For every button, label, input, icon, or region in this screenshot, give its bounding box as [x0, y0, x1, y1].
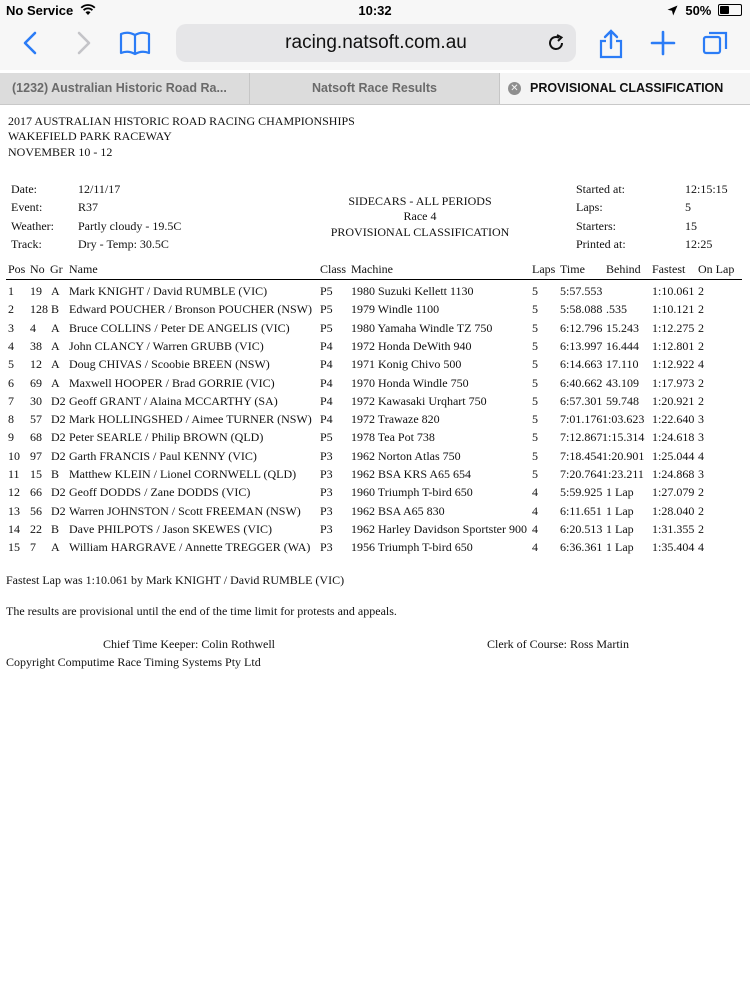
- cell-no: 56: [30, 503, 42, 518]
- cell-gr: A: [51, 540, 60, 555]
- cell-onlap: 3: [698, 430, 704, 445]
- cell-behind: 15.243: [606, 320, 639, 335]
- cell-gr: A: [51, 320, 60, 335]
- chief-time-keeper: Chief Time Keeper: Colin Rothwell: [103, 637, 275, 651]
- cell-no: 15: [30, 467, 42, 481]
- header-laps: Laps: [532, 262, 556, 276]
- cell-name: John CLANCY / Warren GRUBB (VIC): [69, 338, 264, 353]
- clock: 10:32: [358, 3, 392, 18]
- cell-no: 22: [30, 521, 42, 536]
- cell-machine: 1972 Trawaze 820: [351, 412, 440, 427]
- cell-fastest: 1:10.061: [652, 284, 695, 298]
- cell-name: Mark HOLLINGSHED / Aimee TURNER (NSW): [69, 412, 312, 427]
- cell-gr: B: [51, 302, 60, 317]
- tab-provisional-classification[interactable]: [500, 73, 750, 104]
- cell-behind: 1:15.314: [602, 430, 645, 445]
- cell-time: 7:12.867: [560, 430, 603, 445]
- cell-machine: 1962 BSA A65 830: [351, 503, 445, 518]
- url-text: racing.natsoft.com.au: [285, 32, 467, 53]
- cell-laps: 5: [532, 357, 538, 372]
- header-onlap: On Lap: [698, 262, 735, 276]
- cell-time: 6:13.997: [560, 338, 603, 353]
- cell-onlap: 2: [698, 320, 704, 335]
- cell-no: 128: [30, 302, 48, 317]
- cell-fastest: 1:10.121: [652, 302, 695, 317]
- cell-pos: 10: [8, 448, 20, 463]
- cell-gr: B: [51, 521, 60, 536]
- tab-label: PROVISIONAL CLASSIFICATION: [530, 81, 724, 95]
- cell-time: 6:14.663: [560, 357, 603, 372]
- cell-time: 7:20.764: [560, 467, 603, 481]
- cell-onlap: 4: [698, 448, 704, 463]
- cell-onlap: 2: [698, 521, 704, 536]
- cell-name: Mark KNIGHT / David RUMBLE (VIC): [69, 284, 268, 298]
- cell-gr: A: [51, 357, 60, 372]
- cell-machine: 1972 Honda DeWith 940: [351, 338, 472, 353]
- cell-no: 38: [30, 338, 42, 353]
- cell-laps: 5: [532, 284, 538, 298]
- cell-gr: D2: [51, 448, 66, 463]
- cell-pos: 15: [8, 540, 20, 555]
- cell-no: 66: [30, 485, 42, 500]
- info-value: 12:15:15: [685, 182, 728, 196]
- cell-class: P3: [320, 467, 333, 481]
- cell-fastest: 1:12.922: [652, 357, 695, 372]
- tab-natsoft-results[interactable]: [250, 73, 500, 104]
- cell-fastest: 1:24.868: [652, 467, 695, 481]
- header-no: No: [30, 262, 45, 276]
- cell-machine: 1978 Tea Pot 738: [351, 430, 435, 445]
- cell-laps: 5: [532, 338, 538, 353]
- cell-behind: 59.748: [606, 393, 639, 408]
- cell-machine: 1980 Yamaha Windle TZ 750: [351, 320, 493, 335]
- status-right: [667, 3, 742, 18]
- cell-name: Geoff DODDS / Zane DODDS (VIC): [69, 485, 251, 500]
- copyright: Copyright Computime Race Timing Systems Pty Ltd: [6, 655, 261, 669]
- cell-pos: 11: [8, 467, 20, 481]
- cell-laps: 5: [532, 375, 538, 390]
- fastest-lap-note: Fastest Lap was 1:10.061 by Mark KNIGHT / David RUMBLE (VIC): [6, 573, 345, 587]
- cell-pos: 5: [8, 357, 14, 372]
- cell-pos: 1: [8, 284, 14, 298]
- cell-class: P4: [320, 393, 333, 408]
- location-arrow-icon: [667, 5, 678, 16]
- cell-gr: D2: [51, 412, 66, 427]
- cell-laps: 4: [532, 521, 538, 536]
- cell-fastest: 1:12.801: [652, 338, 695, 353]
- cell-onlap: 4: [698, 540, 704, 555]
- info-label: Started at:: [576, 182, 625, 196]
- cell-onlap: 2: [698, 393, 704, 408]
- reload-icon[interactable]: [546, 33, 566, 53]
- cell-no: 12: [30, 357, 42, 372]
- cell-laps: 5: [532, 302, 538, 317]
- cell-class: P3: [320, 540, 333, 555]
- cell-time: 6:20.513: [560, 521, 603, 536]
- header-machine: Machine: [351, 262, 393, 276]
- cell-onlap: 3: [698, 467, 704, 481]
- cell-pos: 12: [8, 485, 20, 500]
- cell-gr: D2: [51, 393, 66, 408]
- results-page: [0, 105, 750, 1000]
- info-label: Starters:: [576, 219, 616, 233]
- cell-fastest: 1:31.355: [652, 521, 695, 536]
- cell-behind: 16.444: [606, 338, 639, 353]
- cell-class: P3: [320, 521, 333, 536]
- cell-class: P5: [320, 320, 333, 335]
- share-icon[interactable]: [596, 28, 630, 58]
- cell-time: 7:18.454: [560, 448, 603, 463]
- cell-name: Dave PHILPOTS / Jason SKEWES (VIC): [69, 521, 272, 536]
- cell-name: Geoff GRANT / Alaina MCCARTHY (SA): [69, 393, 278, 408]
- cell-time: 5:58.088: [560, 302, 603, 317]
- tabs-icon[interactable]: [700, 28, 734, 58]
- cell-name: Edward POUCHER / Bronson POUCHER (NSW): [69, 302, 312, 317]
- cell-behind: 1 Lap: [606, 485, 634, 500]
- cell-class: P3: [320, 448, 333, 463]
- forward-icon[interactable]: [68, 28, 102, 58]
- cell-no: 19: [30, 284, 42, 298]
- cell-laps: 5: [532, 430, 538, 445]
- cell-behind: 1 Lap: [606, 503, 634, 518]
- cell-machine: 1962 Harley Davidson Sportster 900: [351, 521, 527, 536]
- battery-percent: 50%: [685, 3, 712, 18]
- cell-laps: 5: [532, 412, 538, 427]
- cell-pos: 3: [8, 320, 14, 335]
- cell-laps: 4: [532, 485, 538, 500]
- cell-onlap: 2: [698, 284, 704, 298]
- cell-time: 6:40.662: [560, 375, 603, 390]
- cell-machine: 1979 Windle 1100: [351, 302, 440, 317]
- browser-toolbar: [0, 20, 750, 70]
- event-venue-line: WAKEFIELD PARK RACEWAY: [8, 129, 172, 144]
- event-title: [8, 114, 355, 160]
- cell-class: P3: [320, 485, 333, 500]
- cell-no: 68: [30, 430, 42, 445]
- event-title-line: 2017 AUSTRALIAN HISTORIC ROAD RACING CHAMPIONSHIPS: [8, 114, 355, 128]
- info-value: Dry - Temp: 30.5C: [78, 237, 169, 251]
- cell-fastest: 1:35.404: [652, 540, 695, 555]
- cell-fastest: 1:27.079: [652, 485, 695, 500]
- tab-historic-road-racing[interactable]: [0, 73, 250, 104]
- cell-behind: .535: [606, 302, 627, 317]
- info-value: 5: [685, 200, 691, 214]
- cell-fastest: 1:22.640: [652, 412, 695, 427]
- cell-no: 7: [30, 540, 36, 555]
- cell-time: 6:12.796: [560, 320, 603, 335]
- header-class: Class: [320, 262, 347, 276]
- cell-name: Peter SEARLE / Philip BROWN (QLD): [69, 430, 264, 445]
- cell-gr: D2: [51, 430, 66, 445]
- header-pos: Pos: [8, 262, 26, 276]
- close-icon[interactable]: ✕: [508, 82, 521, 95]
- info-value: 12:25: [685, 237, 713, 251]
- cell-pos: 14: [8, 521, 20, 536]
- cell-name: Bruce COLLINS / Peter DE ANGELIS (VIC): [69, 320, 290, 335]
- header-time: Time: [560, 262, 585, 276]
- cell-name: Garth FRANCIS / Paul KENNY (VIC): [69, 448, 257, 463]
- clerk-of-course: Clerk of Course: Ross Martin: [487, 637, 629, 651]
- cell-fastest: 1:17.973: [652, 375, 695, 390]
- cell-behind: 1:23.211: [602, 467, 644, 481]
- cell-no: 4: [30, 320, 36, 335]
- cell-gr: D2: [51, 485, 66, 500]
- cell-pos: 2: [8, 302, 14, 317]
- tab-label: (1232) Australian Historic Road Ra...: [12, 81, 227, 95]
- battery-icon: [718, 4, 742, 16]
- cell-laps: 5: [532, 320, 538, 335]
- cell-gr: A: [51, 338, 60, 353]
- cell-class: P5: [320, 430, 333, 445]
- cell-gr: B: [51, 467, 60, 481]
- cell-class: P5: [320, 284, 333, 298]
- info-label: Printed at:: [576, 237, 626, 251]
- cell-no: 97: [30, 448, 42, 463]
- cell-name: Matthew KLEIN / Lionel CORNWELL (QLD): [69, 467, 297, 481]
- provisional-note: The results are provisional until the end of the time limit for protests and appeals.: [6, 604, 397, 618]
- header-name: Name: [69, 262, 98, 276]
- back-icon[interactable]: [16, 28, 50, 58]
- cell-pos: 9: [8, 430, 14, 445]
- cell-machine: 1962 Norton Atlas 750: [351, 448, 461, 463]
- race-category: SIDECARS - ALL PERIODS: [348, 194, 492, 208]
- cell-behind: 1:20.901: [602, 448, 645, 463]
- cell-machine: 1956 Triumph T-bird 650: [351, 540, 473, 555]
- cell-laps: 4: [532, 540, 538, 555]
- cell-gr: A: [51, 375, 60, 390]
- info-value: 12/11/17: [78, 182, 121, 196]
- cell-pos: 8: [8, 412, 14, 427]
- cell-onlap: 2: [698, 302, 704, 317]
- info-value: 15: [685, 219, 697, 233]
- cell-machine: 1970 Honda Windle 750: [351, 375, 469, 390]
- cell-class: P4: [320, 412, 333, 427]
- cell-class: P4: [320, 375, 333, 390]
- cell-behind: 1 Lap: [606, 540, 634, 555]
- cell-behind: 1 Lap: [606, 521, 634, 536]
- header-behind: Behind: [606, 262, 641, 276]
- header-gr: Gr: [50, 262, 63, 276]
- tab-bar: [0, 73, 750, 105]
- cell-no: 69: [30, 375, 42, 390]
- tab-label: Natsoft Race Results: [311, 81, 438, 95]
- cell-time: 5:59.925: [560, 485, 603, 500]
- info-label: Track:: [11, 237, 42, 251]
- info-value: R37: [78, 200, 99, 214]
- cell-behind: 43.109: [606, 375, 639, 390]
- cell-gr: D2: [51, 503, 66, 518]
- cell-onlap: 2: [698, 375, 704, 390]
- cell-onlap: 3: [698, 412, 704, 427]
- cell-fastest: 1:28.040: [652, 503, 695, 518]
- address-bar[interactable]: [176, 24, 576, 62]
- info-label: Laps:: [576, 200, 603, 214]
- cell-time: 6:36.361: [560, 540, 603, 555]
- cell-onlap: 2: [698, 485, 704, 500]
- cell-pos: 7: [8, 393, 14, 408]
- new-tab-icon[interactable]: [648, 28, 682, 58]
- cell-laps: 5: [532, 467, 538, 481]
- cell-machine: 1962 BSA KRS A65 654: [351, 467, 472, 481]
- header-fastest: Fastest: [652, 262, 686, 276]
- race-heading: [300, 194, 540, 240]
- cell-fastest: 1:12.275: [652, 320, 695, 335]
- status-bar: [0, 0, 750, 20]
- cell-machine: 1980 Suzuki Kellett 1130: [351, 284, 474, 298]
- cell-laps: 4: [532, 503, 538, 518]
- cell-time: 6:11.651: [560, 503, 602, 518]
- cell-pos: 13: [8, 503, 20, 518]
- cell-class: P5: [320, 302, 333, 317]
- cell-time: 7:01.176: [560, 412, 603, 427]
- race-status: PROVISIONAL CLASSIFICATION: [330, 224, 510, 239]
- cell-time: 6:57.301: [560, 393, 603, 408]
- info-label: Weather:: [11, 219, 55, 233]
- cell-onlap: 4: [698, 357, 704, 372]
- cell-behind: 17.110: [606, 357, 639, 372]
- cell-fastest: 1:24.618: [652, 430, 695, 445]
- cell-gr: A: [51, 284, 60, 298]
- info-value: Partly cloudy - 19.5C: [78, 219, 182, 233]
- cell-no: 30: [30, 393, 42, 408]
- cell-class: P3: [320, 503, 333, 518]
- carrier-label: No Service: [6, 3, 74, 18]
- cell-fastest: 1:20.921: [652, 393, 695, 408]
- cell-name: William HARGRAVE / Annette TREGGER (WA): [69, 540, 311, 555]
- cell-laps: 5: [532, 448, 538, 463]
- info-label: Event:: [11, 200, 43, 214]
- race-number: Race 4: [403, 209, 437, 224]
- cell-pos: 4: [8, 338, 14, 353]
- cell-laps: 5: [532, 393, 538, 408]
- cell-machine: 1971 Konig Chivo 500: [351, 357, 462, 372]
- bookmarks-icon[interactable]: [118, 28, 152, 58]
- cell-class: P4: [320, 357, 333, 372]
- event-dates-line: NOVEMBER 10 - 12: [8, 144, 113, 159]
- cell-name: Warren JOHNSTON / Scott FREEMAN (NSW): [69, 503, 301, 518]
- cell-time: 5:57.553: [560, 284, 603, 298]
- cell-onlap: 2: [698, 338, 704, 353]
- cell-fastest: 1:25.044: [652, 448, 695, 463]
- info-label: Date:: [11, 182, 37, 196]
- cell-pos: 6: [8, 375, 14, 390]
- cell-no: 57: [30, 412, 42, 427]
- cell-class: P4: [320, 338, 333, 353]
- cell-name: Doug CHIVAS / Scoobie BREEN (NSW): [69, 357, 270, 372]
- cell-behind: 1:03.623: [602, 412, 645, 427]
- header-divider: [6, 279, 742, 280]
- cell-onlap: 2: [698, 503, 704, 518]
- cell-machine: 1960 Triumph T-bird 650: [351, 485, 473, 500]
- cell-name: Maxwell HOOPER / Brad GORRIE (VIC): [69, 375, 275, 390]
- cell-machine: 1972 Kawasaki Urqhart 750: [351, 393, 487, 408]
